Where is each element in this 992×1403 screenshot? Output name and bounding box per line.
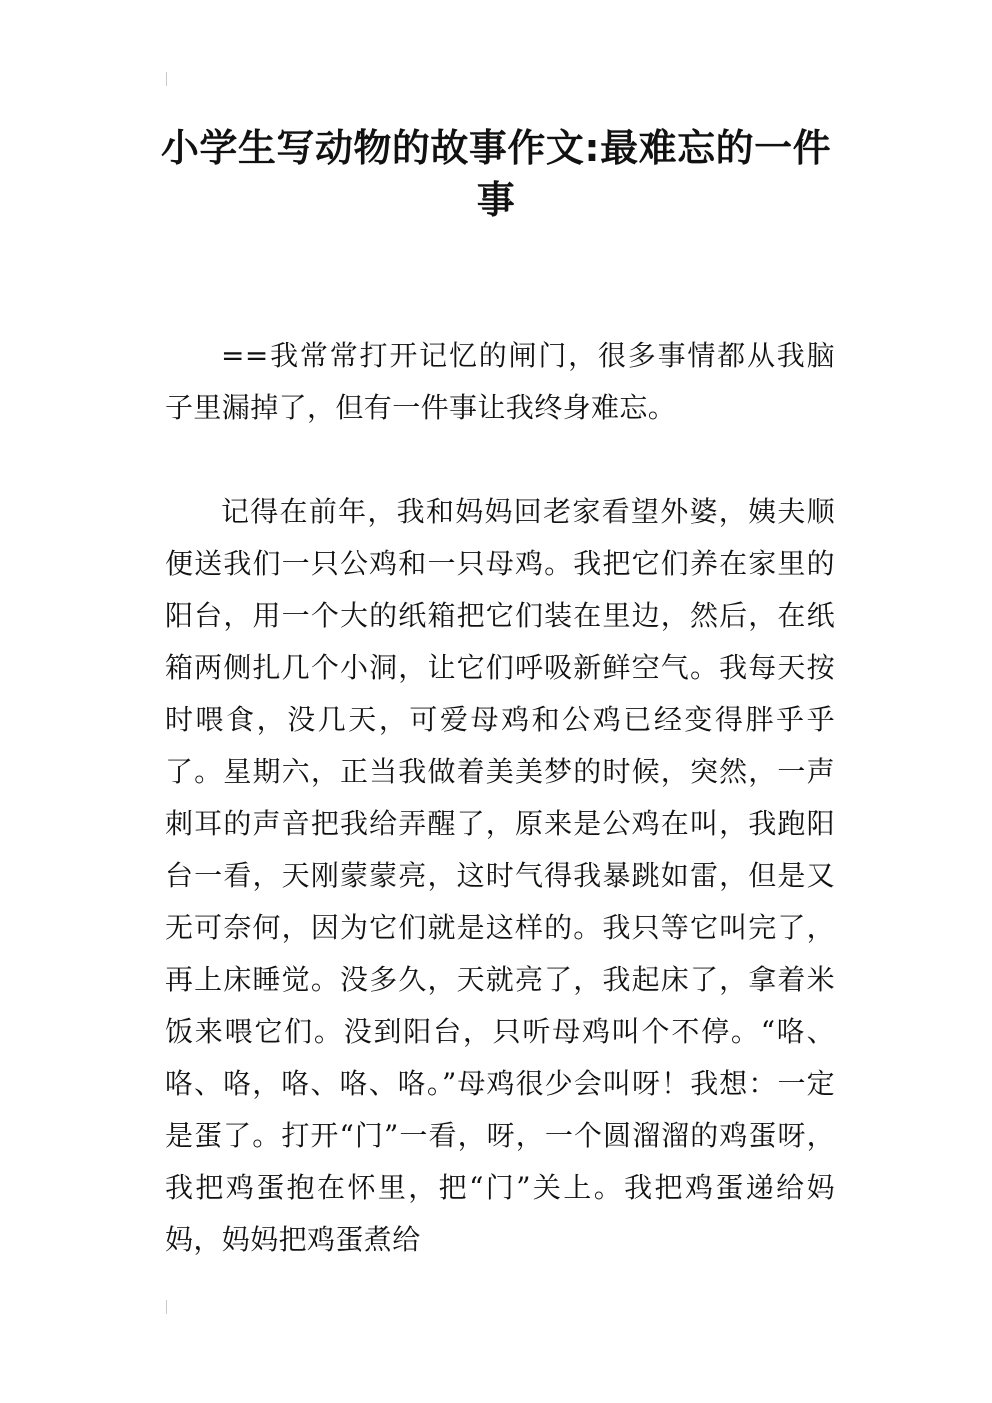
paragraph-story: 记得在前年，我和妈妈回老家看望外婆，姨夫顺便送我们一只公鸡和一只母鸡。我把它们养在家里的阳台，用一个大的纸箱把它们装在里边，然后，在纸箱两侧扎几个小洞，让它们呼吸新鲜空气。我每天按时喂食，没几天，可爱母鸡和公鸡已经变得胖乎乎了。星期六，正当我做着美美梦的时候，突然，一声刺耳的声音把我给弄醒了，原来是公鸡在叫，我跑阳台一看，天刚蒙蒙亮，这时气得我暴跳如雷，但是又无可奈何，因为它们就是这样的。我只等它叫完了，再上床睡觉。没多久，天就亮了，我起床了，拿着米饭来喂它们。没到阳台，只听母鸡叫个不停。“咯、咯、咯，咯、咯、咯。”母鸡很少会叫呀！我想：一定是蛋了。打开“门”一看，呀，一个圆溜溜的鸡蛋呀，我把鸡蛋抱在怀里，把“门”关上。我把鸡蛋递给妈妈，妈妈把鸡蛋煮给 [165, 495, 835, 1256]
paragraph-intro: ==我常常打开记忆的闸门，很多事情都从我脑子里漏掉了，但有一件事让我终身难忘。 [165, 339, 835, 424]
page-corner-mark-top [166, 72, 167, 86]
document-body [165, 330, 835, 1266]
document-title: 小学生写动物的故事作文:最难忘的一件事 [160, 126, 832, 222]
page-corner-mark-bottom [166, 1300, 167, 1314]
